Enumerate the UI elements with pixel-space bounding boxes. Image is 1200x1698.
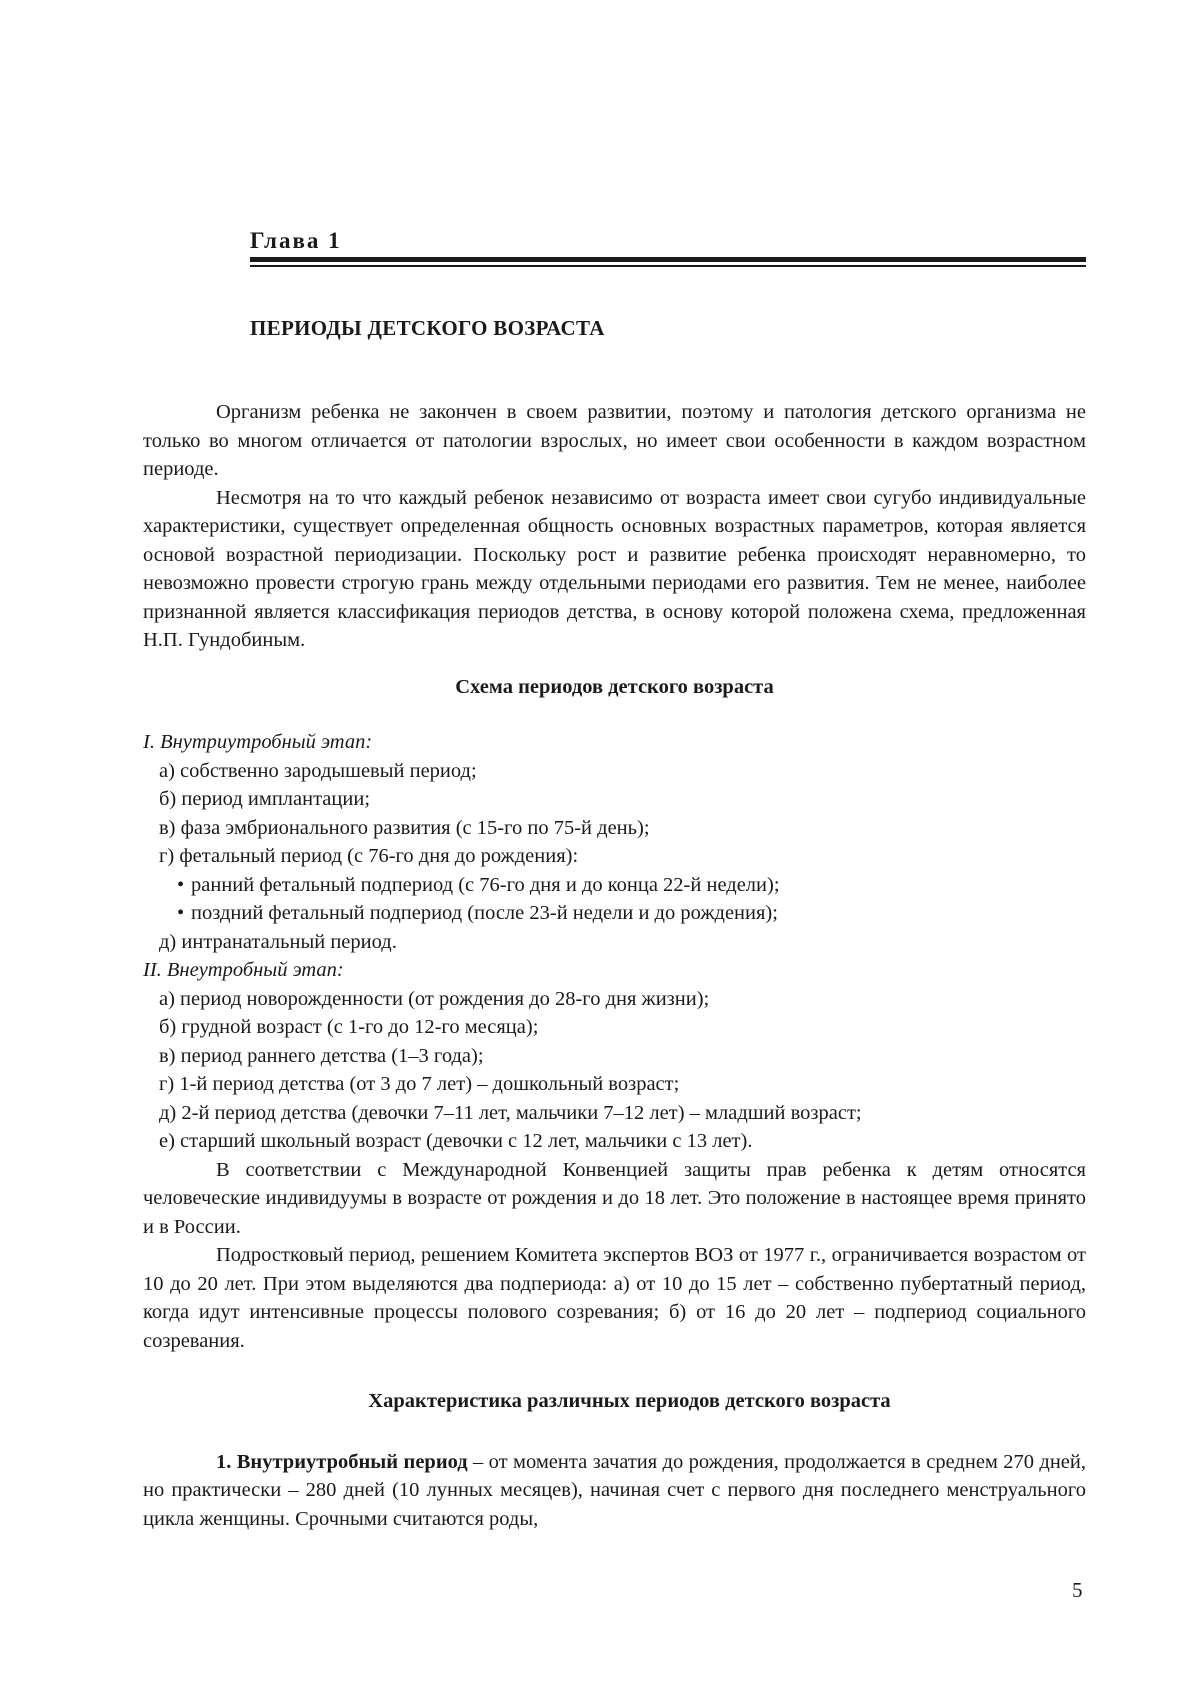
bullet-text: ранний фетальный подпериод (с 76-го дня и до конца 22-й недели); [191,873,780,896]
chapter-label: Глава 1 [250,228,342,253]
stage-1-item-a: а) собственно зародышевый период; [159,759,477,782]
chapter-rule-thick [250,257,1086,262]
chapter-rule-thin [250,265,1086,267]
stage-2-item-e: е) старший школьный возраст (девочки с 12 лет, мальчики с 13 лет). [159,1130,753,1152]
chapter-content [143,398,1086,1533]
stage-1-item-g: г) фетальный период (с 76-го дня до рождения): [159,845,579,867]
stage-1-title: I. Внутриутробный этап: [143,731,373,753]
document-page [143,0,1086,1698]
scheme-list [143,728,1086,1156]
paragraph-5-lead: 1. Внутриутробный период [216,1450,468,1473]
page-number: 5 [1072,1578,1083,1602]
stage-2-title: II. Внеутробный этап: [143,959,344,981]
stage-1-bullet-early [143,871,1086,900]
chapter-title: ПЕРИОДЫ ДЕТСКОГО ВОЗРАСТА [250,316,605,340]
stage-2-item-v: в) период раннего детства (1–3 года); [159,1044,484,1067]
stage-1-bullet-late [143,899,1086,928]
intro-paragraph-2: Несмотря на то что каждый ребенок независимо от возраста имеет свои сугубо индивидуальные характеристики, существует определенная общность основных возрастных параметров, которая является основой возрастной периодизации. Поскольку рост и развитие ребенка происходят неравномерно, то невозможно провести строгую грань между отдельными периодами его развития. Тем не менее, наиболее признанной является классификация периодов детства, в основу которой положена схема, предложенная Н.П. Гундобиным. [143,486,1086,651]
bullet-icon: • [177,902,185,924]
stage-2-item-b: б) грудной возраст (с 1-го до 12-го месяца); [159,1016,539,1038]
intro-paragraph-1: Организм ребенка не закончен в своем развитии, поэтому и патология детского организма не только во многом отличается от патологии взрослых, но имеет свои особенности в каждом возрастном периоде. [143,401,1086,480]
paragraph-5-rest: – от момента зачатия до рождения, продолжается в среднем 270 дней, но практически – 280 дней (10 лунных месяцев), начиная счет с первого дня последнего менструального цикла женщины. Срочными считаются роды, [143,1450,1086,1530]
stage-1-item-v: в) фаза эмбрионального развития (с 15-го по 75-й день); [159,816,650,839]
scheme-heading: Схема периодов детского возраста [455,675,774,698]
body-paragraph-3: В соответствии с Международной Конвенцией защиты прав ребенка к детям относятся человеческие индивидуумы в возрасте от рождения и до 18 лет. Это положение в настоящее время принято и в России. [143,1158,1086,1238]
stage-2-item-a: а) период новорожденности (от рождения до 28-го дня жизни); [159,987,710,1010]
body-paragraph-4: Подростковый период, решением Комитета экспертов ВОЗ от 1977 г., ограничивается возрастом от 10 до 20 лет. При этом выделяются два подпериода: а) от 10 до 15 лет – собственно пубертатный период, когда идут интенсивные процессы полового созревания; б) от 16 до 20 лет – подпериод социального созревания. [143,1244,1086,1352]
body-paragraph-5 [143,1448,1086,1534]
stage-1-item-b: б) период имплантации; [159,788,371,810]
stage-2-item-g: г) 1-й период детства (от 3 до 7 лет) – дошкольный возраст; [159,1073,680,1095]
stage-1-item-d: д) интранатальный период. [159,930,397,953]
stage-2-item-d: д) 2-й период детства (девочки 7–11 лет, мальчики 7–12 лет) – младший возраст; [159,1101,862,1124]
characteristics-heading: Характеристика различных периодов детского возраста [368,1390,891,1412]
bullet-icon: • [177,873,185,896]
bullet-text: поздний фетальный подпериод (после 23-й недели и до рождения); [191,902,778,924]
